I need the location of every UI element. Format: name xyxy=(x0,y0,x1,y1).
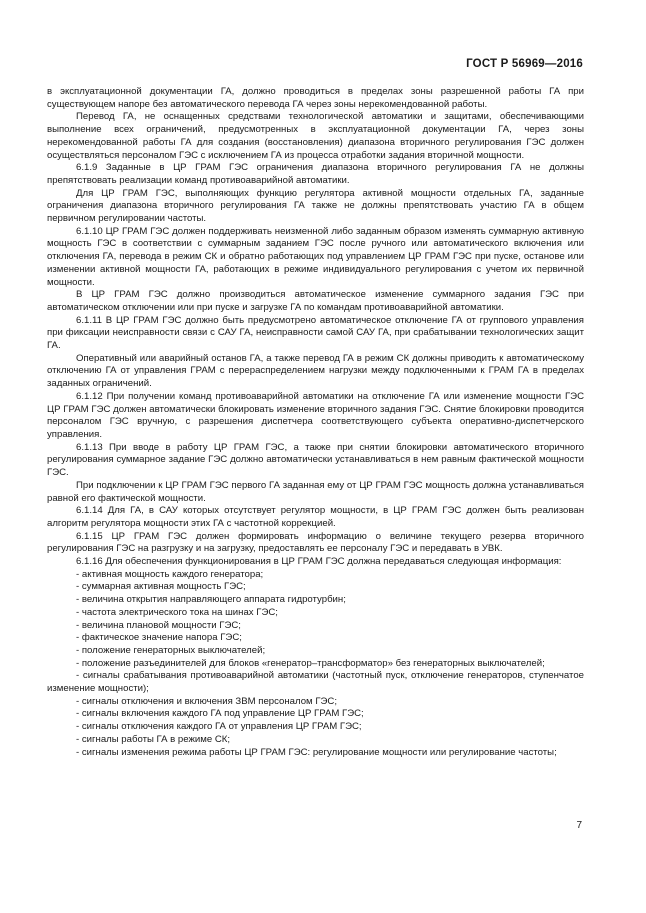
paragraph: Оперативный или аварийный останов ГА, а также перевод ГА в режим СК должны приводить к автоматическому отключению ГА от управления ГРАМ с перераспределением нагрузки между подключенными к ГРАМ ГА в пределах заданных ограничений. xyxy=(47,352,584,390)
list-item: - величина открытия направляющего аппарата гидротурбин; xyxy=(76,594,346,606)
list-item: - сигналы отключения и включения ЗВМ персоналом ГЭС; xyxy=(76,695,338,707)
list-item: - положение разъединителей для блоков «генератор–трансформатор» без генераторных выключателей; xyxy=(76,657,545,669)
list-item: - сигналы срабатывания противоаварийной автоматики (частотный пуск, отключение генераторов, ступенчатое изменение мощности); xyxy=(47,670,584,695)
paragraph: В ЦР ГРАМ ГЭС должно производиться автоматическое изменение суммарного задания ГЭС при автоматическом отключении или при пуске и загрузке ГА по командам противоаварийной автоматики. xyxy=(47,289,584,313)
information-list xyxy=(47,569,584,760)
paragraphs xyxy=(47,86,584,569)
paragraph: 6.1.12 При получении команд противоаварийной автоматики на отключение ГА или изменение мощности ГЭС ЦР ГРАМ ГЭС должен автоматически блокировать изменение вторичного задания ГЭС. Снятие блокировки проводится персоналом ГЭС вручную, с разрешения диспетчера соответствующего субъекта оперативно-диспетчерского управления. xyxy=(47,390,584,440)
list-item: - сигналы изменения режима работы ЦР ГРАМ ГЭС: регулирование мощности или регулирование частоты; xyxy=(76,746,557,758)
paragraph: 6.1.9 Заданные в ЦР ГРАМ ГЭС ограничения диапазона вторичного регулирования ГА не должны препятствовать реализации команд противоаварийной автоматики. xyxy=(47,162,584,186)
paragraph: Перевод ГА, не оснащенных средствами технологической автоматики и защитами, обеспечивающими выполнение всех ограничений, предусмотренных в эксплуатационной документации ГА, через зоны нерекомендованной работы ГА для создания (восстановления) диапазона вторичного регулирования ГЭС должен осуществляться персоналом ГЭС с исключением ГА из процесса отработки задания вторичной мощности. xyxy=(47,111,584,161)
list-item: - сигналы отключения каждого ГА от управления ЦР ГРАМ ГЭС; xyxy=(76,721,362,733)
list-item: - сигналы включения каждого ГА под управление ЦР ГРАМ ГЭС; xyxy=(76,708,364,720)
list-item: - активная мощность каждого генератора; xyxy=(76,568,264,580)
paragraph: Для ЦР ГРАМ ГЭС, выполняющих функцию регулятора активной мощности отдельных ГА, заданные ограничения диапазона вторичного регулирования ГА также не должны препятствовать участию ГА в общем первичном регулировании частоты. xyxy=(47,187,584,225)
list-item: - суммарная активная мощность ГЭС; xyxy=(76,581,246,593)
document-body xyxy=(47,86,584,759)
list-item: - положение генераторных выключателей; xyxy=(76,644,266,656)
list-item: - фактическое значение напора ГЭС; xyxy=(76,632,242,644)
paragraph: 6.1.10 ЦР ГРАМ ГЭС должен поддерживать неизменной либо заданным образом изменять суммарную активную мощность ГЭС в соответствии с суммарным заданием ГЭС после ручного или автоматического включения или отключения ГА, перевода в режим СК и обратно работающих под управлением ЦР ГРАМ ГЭС при пуске, останове или изменении активной мощности ГА, работающих в режиме индивидуального регулирования с учетом их первичной мощности. xyxy=(47,225,584,288)
list-item: - сигналы работы ГА в режиме СК; xyxy=(76,733,231,745)
paragraph: При подключении к ЦР ГРАМ ГЭС первого ГА заданная ему от ЦР ГРАМ ГЭС мощность должна устанавливаться равной его фактической мощности. xyxy=(47,479,584,504)
list-item: - частота электрического тока на шинах ГЭС; xyxy=(76,606,278,618)
paragraph: 6.1.13 При вводе в работу ЦР ГРАМ ГЭС, а также при снятии блокировки автоматического вторичного регулирования суммарное задание ГЭС должно автоматически устанавливаться в нем равным фактической мощности ГЭС. xyxy=(47,441,584,479)
document-header: ГОСТ Р 56969—2016 xyxy=(466,58,583,70)
page-number: 7 xyxy=(576,820,582,831)
paragraph: 6.1.15 ЦР ГРАМ ГЭС должен формировать информацию о величине текущего резерва вторичного регулирования ГЭС на разгрузку и на загрузку, предоставлять ее персоналу ГЭС и передавать в УВК. xyxy=(47,530,584,555)
paragraph: 6.1.14 Для ГА, в САУ которых отсутствует регулятор мощности, в ЦР ГРАМ ГЭС должен быть реализован алгоритм регулятора мощности этих ГА с частотной коррекцией. xyxy=(47,505,584,529)
paragraph: 6.1.11 В ЦР ГРАМ ГЭС должно быть предусмотрено автоматическое отключение ГА от группового управления при фиксации неисправности связи с САУ ГА, неисправности самой САУ ГА, при срабатывании технологических защит ГА. xyxy=(47,314,584,352)
paragraph: 6.1.16 Для обеспечения функционирования в ЦР ГРАМ ГЭС должна передаваться следующая информация: xyxy=(76,556,562,568)
paragraph: в эксплуатационной документации ГА, должно проводиться в пределах зоны разрешенной работы ГА при существующем напоре без автоматического перевода ГА через зоны нерекомендованной работы. xyxy=(47,86,584,110)
list-item: - величина плановой мощности ГЭС; xyxy=(76,619,241,631)
